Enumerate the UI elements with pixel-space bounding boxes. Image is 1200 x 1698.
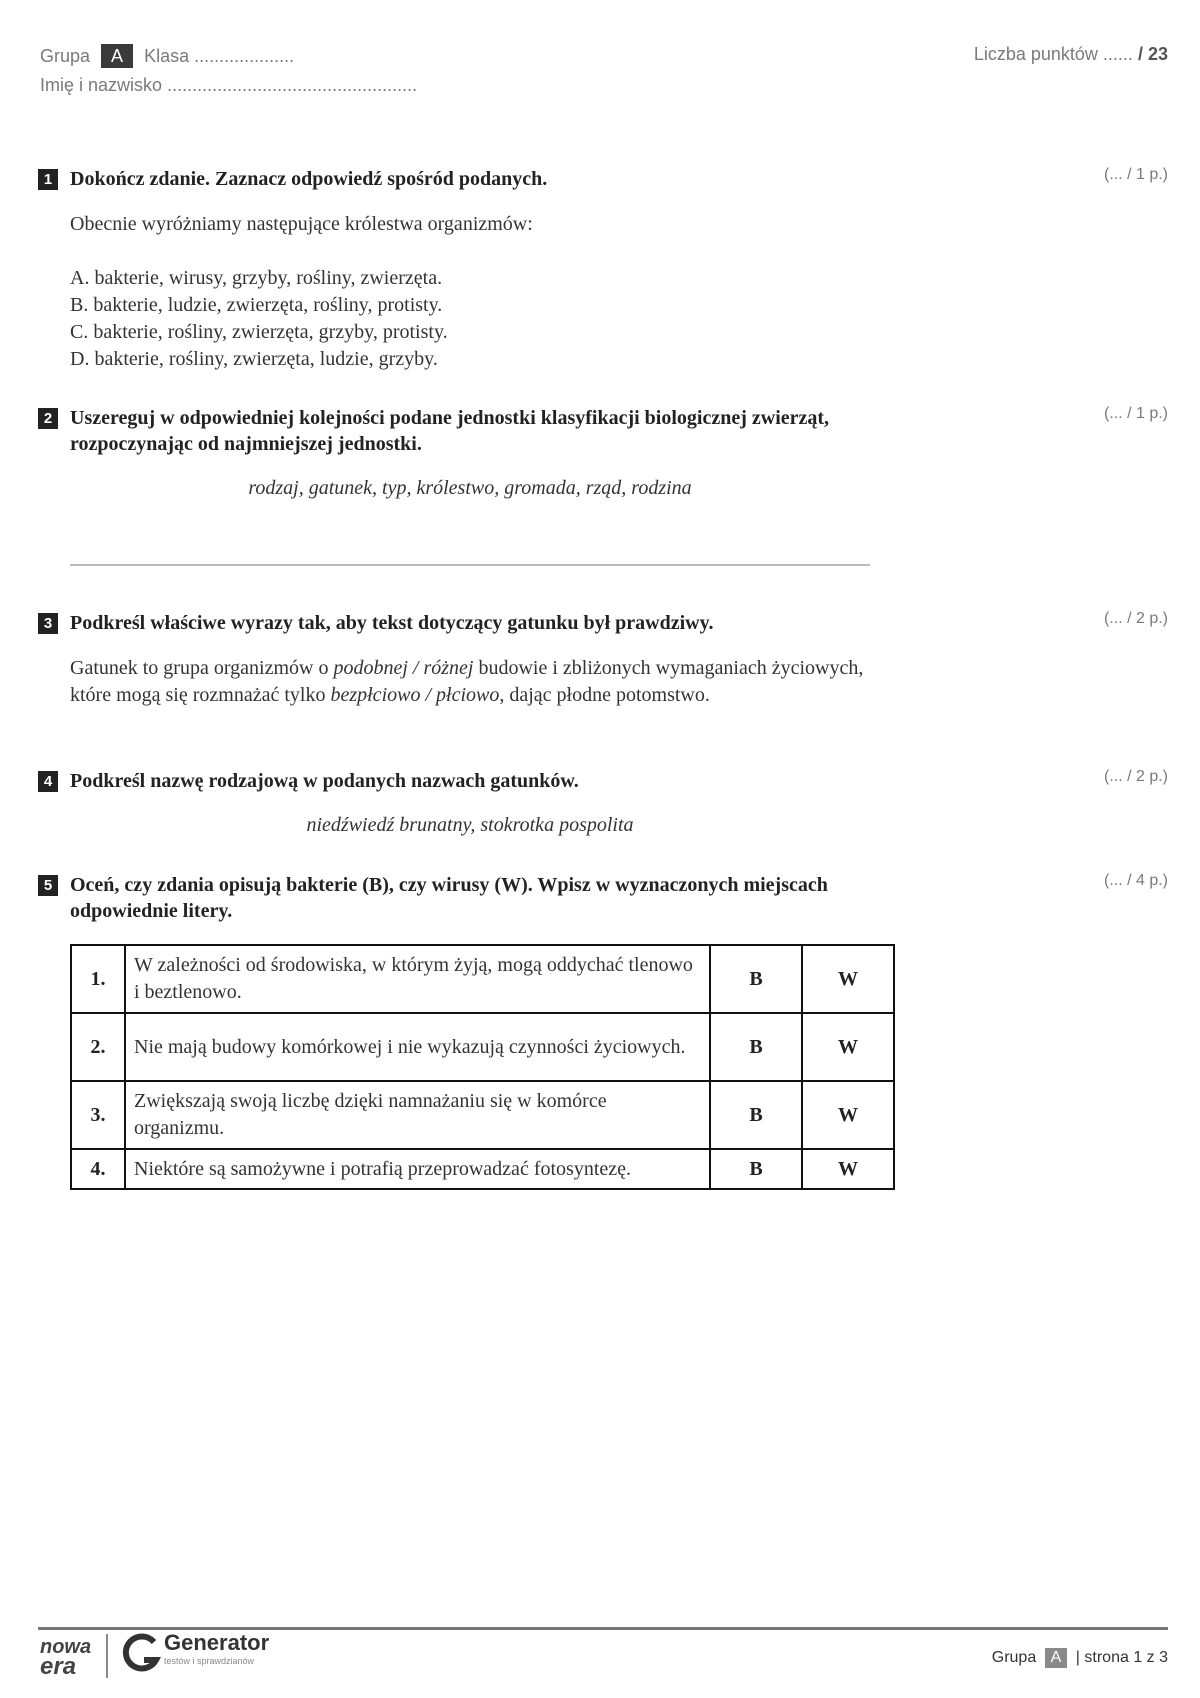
species-names[interactable]: niedźwiedź brunatny, stokrotka pospolita <box>306 814 634 836</box>
table-row <box>71 1013 894 1081</box>
generator-subtitle: testów i sprawdzianów <box>164 1656 255 1666</box>
choice-asexual-sexual[interactable]: bezpłciowo / płciowo <box>330 684 500 706</box>
task-number: 1 <box>38 169 58 190</box>
task-3 <box>38 610 1168 709</box>
table-row <box>71 1149 894 1189</box>
task-points: (... / 2 p.) <box>1103 610 1168 627</box>
row-statement: Niektóre są samożywne i potrafią przeprowadzać fotosyntezę. <box>125 1149 710 1189</box>
task-title: Oceń, czy zdania opisują bakterie (B), czy wirusy (W). Wpisz w wyznaczonych miejscach odpowiednie litery. <box>70 874 828 922</box>
option-a[interactable]: A. bakterie, wirusy, grzyby, rośliny, zwierzęta. <box>70 267 443 289</box>
task-points: (... / 4 p.) <box>1103 872 1168 889</box>
name-blank[interactable]: .................................................. <box>167 75 418 95</box>
task-number: 2 <box>38 408 58 429</box>
points-sep: / <box>1137 44 1143 64</box>
table-row <box>71 945 894 1013</box>
footer-group-badge: A <box>1045 1648 1068 1668</box>
points-blank[interactable]: ...... <box>1102 44 1133 64</box>
answer-w-cell[interactable]: W <box>802 1149 894 1189</box>
bacteria-virus-table <box>70 944 895 1190</box>
footer-page-number: | strona 1 z 3 <box>1075 1649 1168 1666</box>
nowa-era-logo <box>40 1638 96 1678</box>
answer-b-cell[interactable]: B <box>710 1013 802 1081</box>
row-statement: Nie mają budowy komórkowej i nie wykazują czynności życiowych. <box>125 1013 710 1081</box>
task-4 <box>38 768 1168 837</box>
points-label: Liczba punktów <box>973 44 1098 64</box>
group-badge: A <box>101 44 133 68</box>
task-title: Uszereguj w odpowiedniej kolejności podane jednostki klasyfikacji biologicznej zwierząt, rozpoczynając od najmniejszej jednostki. <box>70 407 830 455</box>
row-statement: Zwiększają swoją liczbę dzięki namnażaniu się w komórce organizmu. <box>125 1081 710 1149</box>
points-total: 23 <box>1147 44 1168 64</box>
header-group-line <box>40 44 294 68</box>
generator-brand <box>164 1630 269 1666</box>
points-summary <box>974 44 1168 65</box>
task-2 <box>38 405 1168 566</box>
logo-nowa-text: nowa <box>40 1636 92 1658</box>
class-blank[interactable]: .................... <box>194 46 295 66</box>
class-label: Klasa <box>144 46 190 66</box>
row-number: 2. <box>71 1013 125 1081</box>
footer-page-info <box>992 1648 1168 1668</box>
task-title: Podkreśl nazwę rodzajową w podanych nazwach gatunków. <box>70 770 579 792</box>
answer-w-cell[interactable]: W <box>802 1013 894 1081</box>
logo-era-text: era <box>40 1653 77 1680</box>
generator-logo-icon <box>120 1632 164 1676</box>
generator-title: Generator <box>164 1630 270 1655</box>
option-c[interactable]: C. bakterie, rośliny, zwierzęta, grzyby, protisty. <box>70 321 448 343</box>
answer-w-cell[interactable]: W <box>802 945 894 1013</box>
options-list <box>70 265 1168 373</box>
task-1 <box>38 166 1168 373</box>
text-part: , dając płodne potomstwo. <box>499 684 710 706</box>
group-label: Grupa <box>40 46 91 66</box>
logo-separator <box>106 1634 108 1678</box>
task-number: 4 <box>38 771 58 792</box>
header-name-line <box>40 75 417 96</box>
answer-w-cell[interactable]: W <box>802 1081 894 1149</box>
name-label: Imię i nazwisko <box>40 75 163 95</box>
task-5 <box>38 872 1168 924</box>
task-points: (... / 1 p.) <box>1103 166 1168 183</box>
task-title: Podkreśl właściwe wyrazy tak, aby tekst dotyczący gatunku był prawdziwy. <box>70 612 714 634</box>
task-title: Dokończ zdanie. Zaznacz odpowiedź spośród podanych. <box>70 168 548 190</box>
table-row <box>71 1081 894 1149</box>
answer-line[interactable] <box>70 564 870 566</box>
answer-b-cell[interactable]: B <box>710 1081 802 1149</box>
text-part: budowie i zbliżonych wymaganiach życiowych, które mogą się rozmnażać tylko <box>70 657 864 706</box>
species-text <box>70 655 870 709</box>
task-points: (... / 2 p.) <box>1103 768 1168 785</box>
row-number: 3. <box>71 1081 125 1149</box>
row-number: 4. <box>71 1149 125 1189</box>
choice-similar-different[interactable]: podobnej / różnej <box>333 657 474 679</box>
answer-b-cell[interactable]: B <box>710 1149 802 1189</box>
classification-words: rodzaj, gatunek, typ, królestwo, gromada, rząd, rodzina <box>248 477 692 499</box>
answer-b-cell[interactable]: B <box>710 945 802 1013</box>
task-intro: Obecnie wyróżniamy następujące królestwa organizmów: <box>70 213 533 235</box>
footer-group-label: Grupa <box>991 1649 1037 1666</box>
text-part: Gatunek to grupa organizmów o <box>70 657 334 679</box>
option-d[interactable]: D. bakterie, rośliny, zwierzęta, ludzie, grzyby. <box>70 348 438 370</box>
task-number: 5 <box>38 875 58 896</box>
task-points: (... / 1 p.) <box>1103 405 1168 422</box>
task-number: 3 <box>38 613 58 634</box>
row-number: 1. <box>71 945 125 1013</box>
option-b[interactable]: B. bakterie, ludzie, zwierzęta, rośliny, protisty. <box>70 294 443 316</box>
row-statement: W zależności od środowiska, w którym żyją, mogą oddychać tlenowo i beztlenowo. <box>125 945 710 1013</box>
